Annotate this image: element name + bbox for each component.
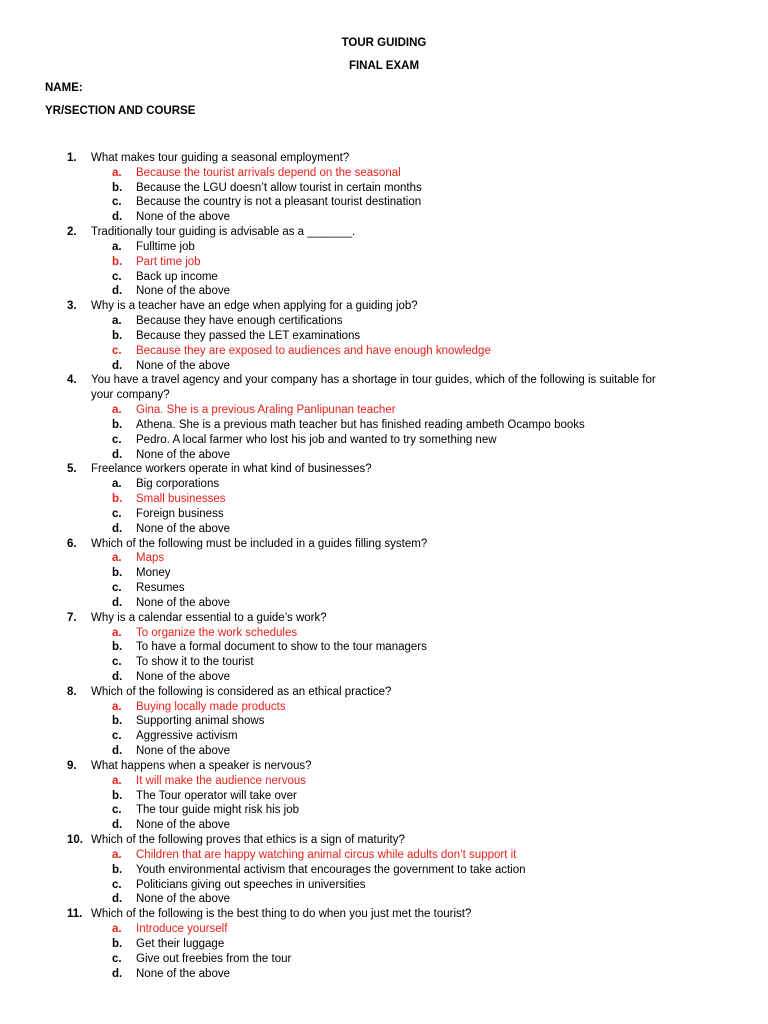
question-number: 1. xyxy=(67,152,77,164)
answer-option xyxy=(0,181,768,196)
option-letter: d. xyxy=(112,670,123,683)
option-text: Politicians giving out speeches in universities xyxy=(136,878,366,891)
question-number: 10. xyxy=(67,834,83,847)
option-text: Buying locally made products xyxy=(136,700,286,713)
question-item xyxy=(0,759,768,833)
question-item xyxy=(0,537,768,611)
question-line xyxy=(0,537,768,552)
option-text: Resumes xyxy=(136,582,185,595)
answer-option xyxy=(0,433,768,448)
answer-option xyxy=(0,818,768,833)
answer-option xyxy=(0,314,768,329)
answer-option xyxy=(0,863,768,878)
answer-option-correct xyxy=(0,344,768,359)
option-letter: d. xyxy=(112,448,123,461)
question-line xyxy=(0,225,768,240)
option-letter: c. xyxy=(112,196,122,209)
question-item xyxy=(0,833,768,907)
option-letter: a. xyxy=(112,166,122,179)
answer-option xyxy=(0,210,768,225)
option-letter: b. xyxy=(112,329,123,342)
question-text: Why is a teacher have an edge when applying for a guiding job? xyxy=(91,300,418,313)
question-item xyxy=(0,907,768,981)
answer-option-correct xyxy=(0,166,768,181)
answer-option xyxy=(0,892,768,907)
option-text: To show it to the tourist xyxy=(136,656,254,669)
answer-option xyxy=(0,507,768,522)
option-text: None of the above xyxy=(136,522,230,535)
option-text: None of the above xyxy=(136,893,230,906)
question-line xyxy=(0,833,768,848)
option-text: It will make the audience nervous xyxy=(136,774,307,787)
option-text: The tour guide might risk his job xyxy=(136,804,299,817)
name-label: NAME: xyxy=(45,82,83,94)
answer-option xyxy=(0,240,768,255)
answer-option xyxy=(0,789,768,804)
answer-option-correct xyxy=(0,255,768,270)
answer-option-correct xyxy=(0,922,768,937)
question-item xyxy=(0,151,768,225)
answer-option-correct xyxy=(0,774,768,789)
option-text: Introduce yourself xyxy=(136,923,228,936)
option-text: Maps xyxy=(136,552,165,565)
answer-option-correct xyxy=(0,700,768,715)
question-number: 6. xyxy=(67,537,77,550)
answer-option xyxy=(0,448,768,463)
question-number: 11. xyxy=(67,908,83,921)
option-text: Part time job xyxy=(136,255,201,268)
option-text: Back up income xyxy=(136,270,218,283)
question-text: Which of the following is the best thing to do when you just met the tourist? xyxy=(91,908,472,921)
answer-option-correct xyxy=(0,551,768,566)
option-text: Because they have enough certifications xyxy=(136,315,343,328)
question-item xyxy=(0,225,768,299)
option-letter: a. xyxy=(112,923,122,936)
option-letter: c. xyxy=(112,656,122,669)
option-letter: d. xyxy=(112,359,123,372)
option-text: Gina. She is a previous Araling Panlipunan teacher xyxy=(136,404,396,417)
answer-option xyxy=(0,284,768,299)
question-line xyxy=(0,685,768,700)
option-letter: c. xyxy=(112,433,122,446)
option-text: None of the above xyxy=(136,211,230,224)
option-letter: d. xyxy=(112,893,123,906)
question-item xyxy=(0,462,768,536)
question-line xyxy=(0,299,768,314)
question-number: 4. xyxy=(67,374,77,387)
option-letter: a. xyxy=(112,700,122,713)
question-text: Why is a calendar essential to a guide’s work? xyxy=(91,611,327,624)
option-letter: a. xyxy=(112,404,122,417)
option-letter: a. xyxy=(112,552,122,565)
answer-option xyxy=(0,359,768,374)
option-letter: c. xyxy=(112,344,122,357)
option-text: The Tour operator will take over xyxy=(136,789,297,802)
answer-option xyxy=(0,714,768,729)
option-letter: b. xyxy=(112,641,123,654)
question-list xyxy=(0,151,768,981)
option-text: Youth environmental activism that encourages the government to take action xyxy=(136,863,526,876)
question-text: Which of the following is considered as an ethical practice? xyxy=(91,685,392,698)
question-number: 5. xyxy=(67,463,77,476)
question-text: Which of the following proves that ethics is a sign of maturity? xyxy=(91,834,405,847)
option-text: Because they passed the LET examinations xyxy=(136,329,361,342)
question-continuation xyxy=(0,388,768,403)
answer-option xyxy=(0,195,768,210)
exam-title: TOUR GUIDING xyxy=(341,37,427,49)
option-text: None of the above xyxy=(136,285,230,298)
question-number: 7. xyxy=(67,611,77,624)
option-text: Children that are happy watching animal circus while adults don’t support it xyxy=(136,848,517,861)
option-letter: a. xyxy=(112,626,122,639)
question-text: your company? xyxy=(91,389,170,402)
question-item xyxy=(0,299,768,373)
question-number: 2. xyxy=(67,226,77,239)
option-letter: a. xyxy=(112,478,122,491)
option-letter: d. xyxy=(112,211,123,224)
option-letter: c. xyxy=(112,952,122,965)
answer-option xyxy=(0,596,768,611)
option-text: Foreign business xyxy=(136,507,224,520)
option-text: Because the LGU doesn’t allow tourist in certain months xyxy=(136,181,422,194)
option-letter: b. xyxy=(112,789,123,802)
option-letter: b. xyxy=(112,181,123,194)
option-letter: c. xyxy=(112,878,122,891)
question-item xyxy=(0,611,768,685)
option-letter: c. xyxy=(112,730,122,743)
option-text: None of the above xyxy=(136,596,230,609)
answer-option xyxy=(0,967,768,982)
option-letter: a. xyxy=(112,240,122,253)
answer-option-correct xyxy=(0,403,768,418)
option-letter: b. xyxy=(112,863,123,876)
question-text: Freelance workers operate in what kind of businesses? xyxy=(91,463,372,476)
section-label: YR/SECTION AND COURSE xyxy=(45,105,196,117)
option-text: None of the above xyxy=(136,745,230,758)
option-text: None of the above xyxy=(136,819,230,832)
option-text: Athena. She is a previous math teacher but has finished reading ambeth Ocampo books xyxy=(136,418,585,431)
answer-option xyxy=(0,270,768,285)
question-line xyxy=(0,907,768,922)
question-line xyxy=(0,151,768,166)
answer-option xyxy=(0,729,768,744)
option-letter: c. xyxy=(112,804,122,817)
answer-option xyxy=(0,418,768,433)
question-line xyxy=(0,373,768,388)
answer-option xyxy=(0,803,768,818)
exam-subtitle: FINAL EXAM xyxy=(348,60,420,72)
option-text: Money xyxy=(136,567,171,580)
option-text: To organize the work schedules xyxy=(136,626,298,639)
answer-option xyxy=(0,522,768,537)
question-number: 9. xyxy=(67,759,77,772)
answer-option xyxy=(0,329,768,344)
option-text: None of the above xyxy=(136,448,230,461)
option-letter: a. xyxy=(112,315,122,328)
answer-option xyxy=(0,566,768,581)
option-letter: d. xyxy=(112,522,123,535)
option-letter: a. xyxy=(112,774,122,787)
option-letter: b. xyxy=(112,567,123,580)
answer-option xyxy=(0,581,768,596)
option-letter: c. xyxy=(112,270,122,283)
option-text: Because they are exposed to audiences and have enough knowledge xyxy=(136,344,491,357)
option-letter: b. xyxy=(112,715,123,728)
option-text: To have a formal document to show to the tour managers xyxy=(136,641,427,654)
answer-option-correct xyxy=(0,848,768,863)
option-letter: d. xyxy=(112,745,123,758)
answer-option xyxy=(0,744,768,759)
option-text: None of the above xyxy=(136,670,230,683)
answer-option xyxy=(0,670,768,685)
option-text: Because the country is not a pleasant tourist destination xyxy=(136,196,422,209)
question-text: Which of the following must be included in a guides filling system? xyxy=(91,537,428,550)
answer-option xyxy=(0,477,768,492)
option-text: Give out freebies from the tour xyxy=(136,952,292,965)
answer-option xyxy=(0,952,768,967)
option-letter: b. xyxy=(112,937,123,950)
option-letter: c. xyxy=(112,507,122,520)
question-item xyxy=(0,685,768,759)
option-letter: c. xyxy=(112,582,122,595)
option-letter: b. xyxy=(112,255,123,268)
option-text: Because the tourist arrivals depend on the seasonal xyxy=(136,166,401,179)
answer-option-correct xyxy=(0,492,768,507)
question-item xyxy=(0,373,768,462)
option-text: Big corporations xyxy=(136,478,220,491)
option-text: None of the above xyxy=(136,359,230,372)
option-text: Fulltime job xyxy=(136,240,195,253)
option-text: Small businesses xyxy=(136,493,226,506)
question-number: 3. xyxy=(67,300,77,313)
answer-option xyxy=(0,878,768,893)
answer-option-correct xyxy=(0,626,768,641)
option-letter: b. xyxy=(112,493,123,506)
option-text: None of the above xyxy=(136,967,230,980)
option-letter: a. xyxy=(112,848,122,861)
question-line xyxy=(0,759,768,774)
question-text: You have a travel agency and your company has a shortage in tour guides, which of the following is suitable for xyxy=(91,374,656,387)
question-text: What makes tour guiding a seasonal employment? xyxy=(91,152,350,164)
option-text: Aggressive activism xyxy=(136,730,238,743)
question-line xyxy=(0,462,768,477)
answer-option xyxy=(0,937,768,952)
question-line xyxy=(0,611,768,626)
option-text: Supporting animal shows xyxy=(136,715,265,728)
option-letter: d. xyxy=(112,967,123,980)
option-letter: d. xyxy=(112,285,123,298)
option-text: Get their luggage xyxy=(136,937,225,950)
question-text: Traditionally tour guiding is advisable as a _______. xyxy=(91,226,356,239)
option-letter: d. xyxy=(112,819,123,832)
answer-option xyxy=(0,655,768,670)
question-number: 8. xyxy=(67,685,77,698)
option-text: Pedro. A local farmer who lost his job and wanted to try something new xyxy=(136,433,497,446)
option-letter: b. xyxy=(112,418,123,431)
question-text: What happens when a speaker is nervous? xyxy=(91,759,312,772)
option-letter: d. xyxy=(112,596,123,609)
answer-option xyxy=(0,640,768,655)
